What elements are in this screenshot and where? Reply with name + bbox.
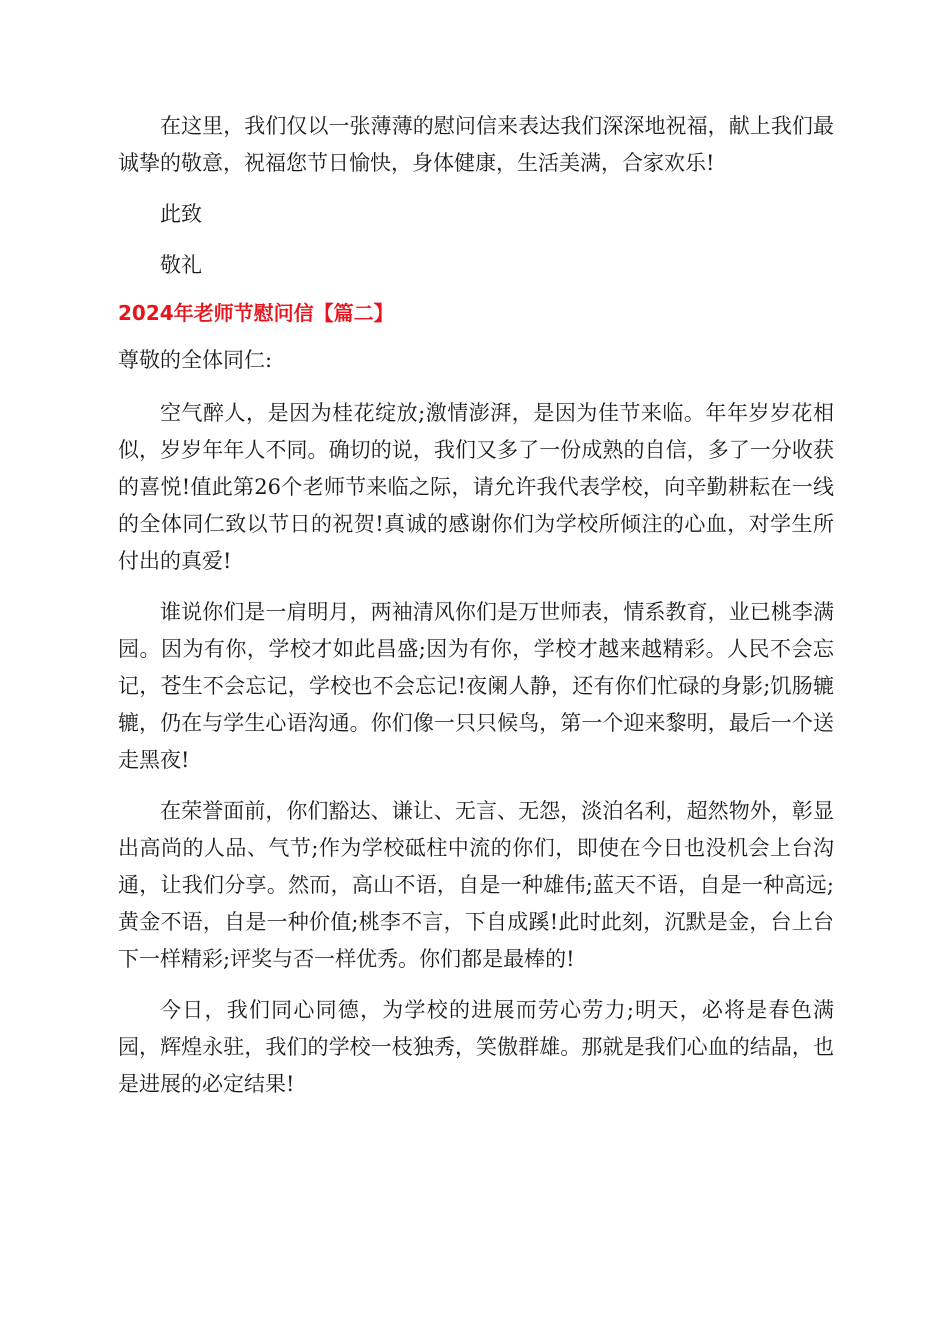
body-paragraph-3: 在荣誉面前，你们豁达、谦让、无言、无怨，淡泊名利，超然物外，彰显出高尚的人品、气节;作为学校砥柱中流的你们，即使在今日也没机会上台沟通，让我们分享。然而，高山不语，自是一种雄伟;蓝天不语，自是一种高远;黄金不语，自是一种价值;桃李不言，下自成蹊!此时此刻，沉默是金，台上台下一样精彩;评奖与否一样优秀。你们都是最棒的!	[118, 799, 834, 971]
intro-paragraph: 在这里，我们仅以一张薄薄的慰问信来表达我们深深地祝福，献上我们最诚挚的敬意，祝福您节日愉快，身体健康，生活美满，合家欢乐!	[118, 114, 834, 175]
salutation: 尊敬的全体同仁:	[118, 348, 273, 372]
document-page	[118, 108, 834, 1117]
closing-line-2: 敬礼	[160, 253, 202, 277]
body-paragraph-1: 空气醉人，是因为桂花绽放;激情澎湃，是因为佳节来临。年年岁岁花相似，岁岁年年人不同。确切的说，我们又多了一份成熟的自信，多了一分收获的喜悦!值此第26个老师节来临之际，请允许我代表学校，向辛勤耕耘在一线的全体同仁致以节日的祝贺!真诚的感谢你们为学校所倾注的心血，对学生所付出的真爱!	[118, 401, 834, 573]
closing-line-1: 此致	[160, 202, 202, 226]
section-heading: 2024年老师节慰问信【篇二】	[118, 301, 394, 325]
body-paragraph-4: 今日，我们同心同德，为学校的进展而劳心劳力;明天，必将是春色满园，辉煌永驻，我们的学校一枝独秀，笑傲群雄。那就是我们心血的结晶，也是进展的必定结果!	[118, 998, 834, 1096]
body-paragraph-2: 谁说你们是一肩明月，两袖清风你们是万世师表，情系教育，业已桃李满园。因为有你，学校才如此昌盛;因为有你，学校才越来越精彩。人民不会忘记，苍生不会忘记，学校也不会忘记!夜阑人静，还有你们忙碌的身影;饥肠辘辘，仍在与学生心语沟通。你们像一只只候鸟，第一个迎来黎明，最后一个送走黑夜!	[118, 600, 834, 772]
